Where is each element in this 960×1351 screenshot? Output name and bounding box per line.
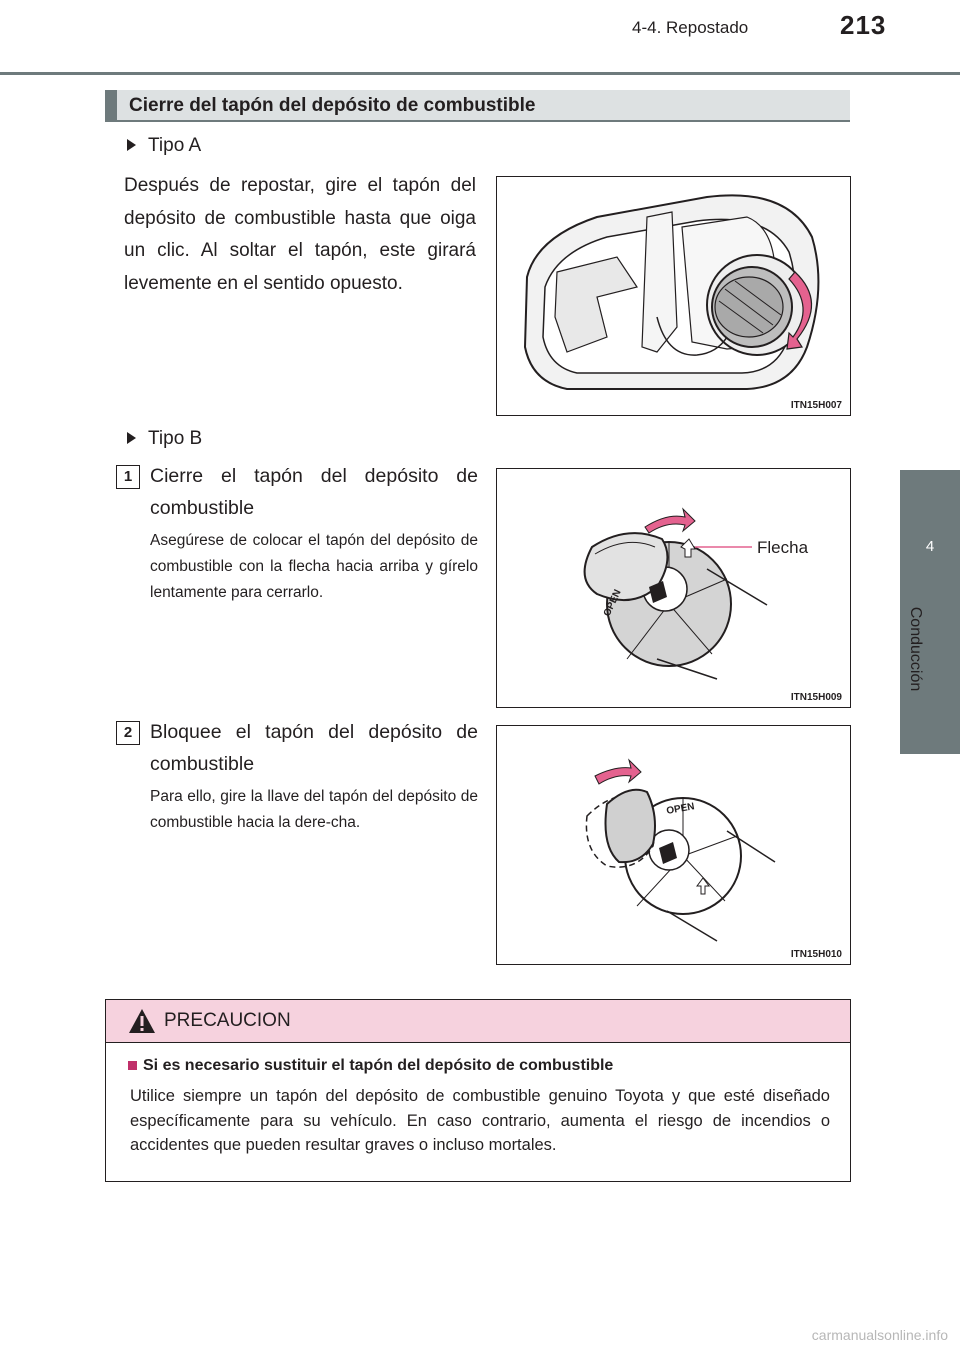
- caution-title: PRECAUCION: [164, 1010, 291, 1031]
- header-section: 4-4. Repostado: [632, 18, 749, 37]
- chapter-label: Conducción: [907, 606, 924, 692]
- chapter-number: 4: [925, 538, 935, 555]
- tipo-b-label: Tipo B: [127, 428, 202, 450]
- section-heading: [105, 90, 850, 122]
- cap-open-text: OPEN: [601, 587, 624, 619]
- caution-header: [106, 1000, 850, 1043]
- step-1-number: 1: [116, 465, 140, 489]
- figure-step-2: [496, 725, 851, 965]
- square-bullet-icon: [128, 1061, 137, 1070]
- figure-code: ITN15H009: [790, 692, 842, 703]
- section-title: Cierre del tapón del depósito de combustible: [129, 95, 536, 116]
- figure-code: ITN15H010: [790, 949, 842, 960]
- figure-code: ITN15H007: [790, 400, 842, 411]
- step-2-number: 2: [116, 721, 140, 745]
- caution-box: [105, 999, 851, 1182]
- caution-subtitle: Si es necesario sustituir el tapón del depósito de combustible: [128, 1057, 613, 1075]
- caution-text: Utilice siempre un tapón del depósito de combustible genuino Toyota y que esté diseñado específicamente para su vehículo. En caso contrario, aumenta el riesgo de incendios o accidentes que pueden resultar graves o incluso mortales.: [130, 1087, 830, 1154]
- bullet-triangle-icon: [127, 139, 136, 151]
- figure-tipo-a: [496, 176, 851, 416]
- bullet-triangle-icon: [127, 432, 136, 444]
- cap-close-illustration: [497, 469, 850, 707]
- callout-flecha: Flecha: [757, 538, 809, 557]
- warning-icon: [128, 1008, 156, 1034]
- step-2-desc: Para ello, gire la llave del tapón del depósito de combustible hacia la dere-cha.: [150, 788, 478, 831]
- tipo-a-text: Después de repostar, gire el tapón del depósito de combustible hasta que oiga un clic. Al soltar el tapón, este girará levemente en el sentido opuesto.: [124, 175, 476, 294]
- step-1-title: Cierre el tapón del depósito de combustible: [150, 465, 478, 519]
- figure-step-1: [496, 468, 851, 708]
- step-2-title: Bloquee el tapón del depósito de combustible: [150, 721, 478, 775]
- cap-lock-illustration: [497, 726, 850, 964]
- header-rule: [0, 72, 960, 75]
- tipo-a-label: Tipo A: [127, 135, 201, 157]
- page-number: 213: [840, 10, 887, 40]
- fuel-door-illustration: [497, 177, 850, 415]
- watermark: carmanualsonline.info: [811, 1327, 948, 1343]
- step-1-desc: Asegúrese de colocar el tapón del depósito de combustible con la flecha hacia arriba y gírelo lentamente para cerrarlo.: [150, 532, 478, 601]
- cap-open-text: OPEN: [665, 801, 696, 817]
